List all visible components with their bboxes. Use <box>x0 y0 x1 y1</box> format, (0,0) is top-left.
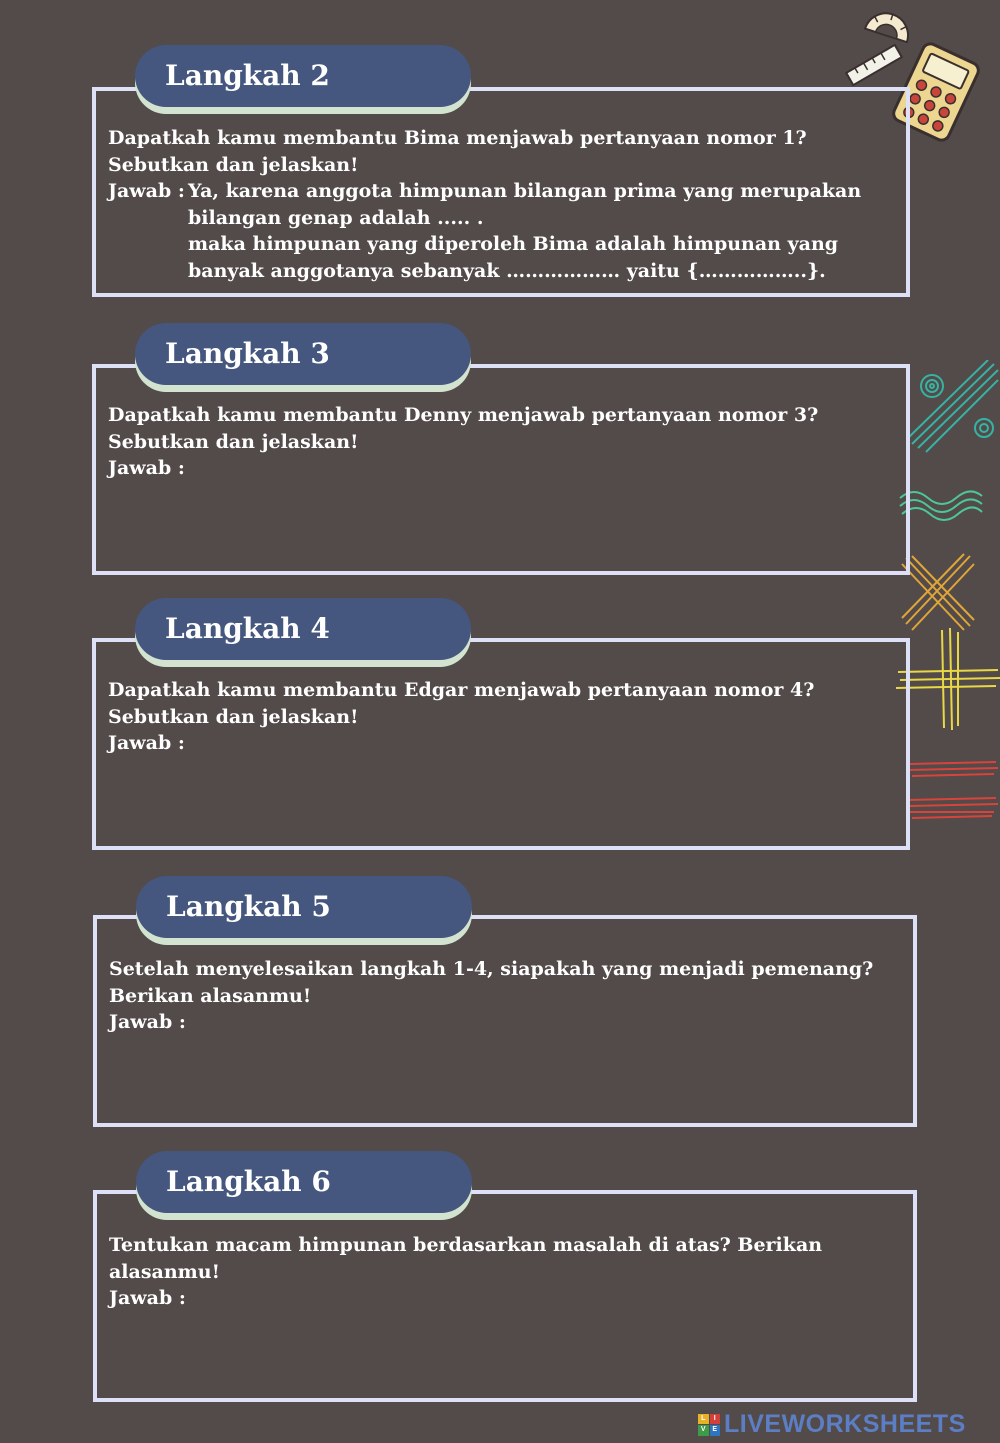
answer-label: Jawab : <box>108 180 185 202</box>
step-2-content <box>108 125 884 284</box>
yellow-plus-icon <box>896 628 1000 732</box>
answer-label: Jawab : <box>109 1011 186 1033</box>
step-4-question: Dapatkah kamu membantu Edgar menjawab pertanyaan nomor 4? Sebutkan dan jelaskan! <box>108 679 815 728</box>
step-2-answer-line-2: maka himpunan yang diperoleh Bima adalah himpunan yang banyak anggotanya sebanyak ……………… yaitu {……………..}. <box>188 233 839 282</box>
step-5-title: Langkah 5 <box>136 876 472 938</box>
step-2-answer-line-1: Ya, karena anggota himpunan bilangan prima yang merupakan bilangan genap adalah ..... . <box>188 180 862 229</box>
step-4-content <box>108 677 884 757</box>
step-4-box <box>92 638 910 850</box>
step-2-question: Dapatkah kamu membantu Bima menjawab pertanyaan nomor 1? Sebutkan dan jelaskan! <box>108 127 807 176</box>
answer-label: Jawab : <box>108 732 185 754</box>
orange-cross-icon <box>898 552 978 632</box>
teal-scribble-icon <box>904 360 1000 460</box>
logo-letter: V <box>698 1425 709 1436</box>
step-5-box <box>93 915 917 1127</box>
protractor-icon <box>862 2 918 44</box>
step-6-question: Tentukan macam himpunan berdasarkan masalah di atas? Berikan alasanmu! <box>109 1234 823 1283</box>
step-3-content <box>108 402 884 482</box>
step-2-answer <box>108 178 884 284</box>
liveworksheets-brand <box>698 1410 966 1439</box>
logo-letter: L <box>698 1414 709 1425</box>
step-4-title: Langkah 4 <box>135 598 471 660</box>
liveworksheets-logo-icon <box>698 1414 720 1436</box>
brand-name: LIVEWORKSHEETS <box>724 1410 966 1438</box>
red-equals-icon <box>904 756 1000 826</box>
step-2-title: Langkah 2 <box>135 45 471 107</box>
step-6-box <box>93 1190 917 1402</box>
step-3-title: Langkah 3 <box>135 323 471 385</box>
step-3-question: Dapatkah kamu membantu Denny menjawab pertanyaan nomor 3? Sebutkan dan jelaskan! <box>108 404 819 453</box>
step-5-content <box>109 956 891 1036</box>
step-5-question: Setelah menyelesaikan langkah 1-4, siapakah yang menjadi pemenang? Berikan alasanmu! <box>109 958 874 1007</box>
answer-label: Jawab : <box>108 457 185 479</box>
logo-letter: I <box>710 1414 721 1425</box>
step-3-box <box>92 364 910 575</box>
step-6-content <box>109 1232 891 1312</box>
step-2-box <box>92 87 910 297</box>
logo-letter: E <box>710 1425 721 1436</box>
step-6-title: Langkah 6 <box>136 1151 472 1213</box>
answer-label: Jawab : <box>109 1287 186 1309</box>
